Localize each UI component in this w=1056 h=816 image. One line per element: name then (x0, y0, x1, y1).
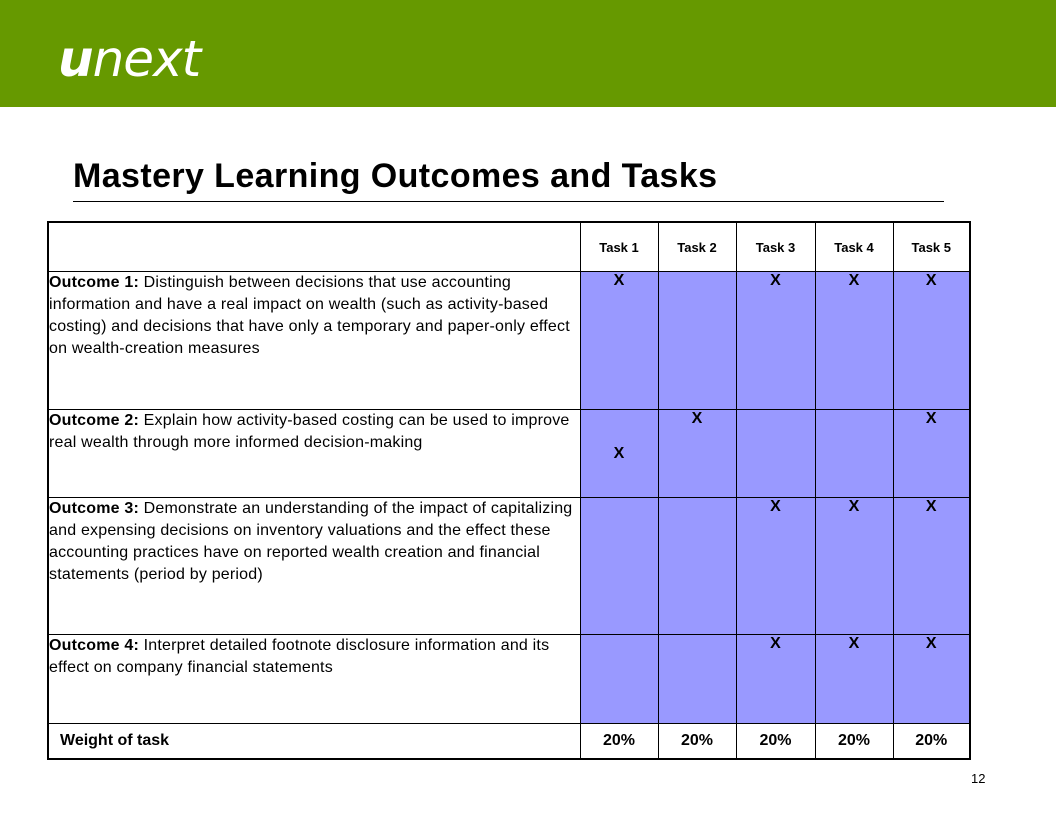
task-mark-cell: X (658, 410, 736, 498)
table-header-row (48, 222, 970, 272)
task-mark-cell (658, 634, 736, 723)
outcomes-table (47, 221, 971, 760)
column-header: Task 5 (893, 222, 970, 272)
title-underline (73, 201, 944, 202)
outcome-label: Outcome 4: (49, 636, 140, 654)
weight-value: 20% (736, 723, 815, 759)
task-mark-cell (580, 498, 658, 634)
task-mark-cell (658, 272, 736, 410)
table-row (48, 272, 970, 410)
task-mark-cell (658, 498, 736, 634)
task-mark-cell: X (580, 272, 658, 410)
column-header: Task 1 (580, 222, 658, 272)
outcome-description (48, 272, 580, 410)
task-mark-cell: X (736, 634, 815, 723)
outcome-description (48, 498, 580, 634)
page-number: 12 (971, 771, 986, 786)
table-row (48, 498, 970, 634)
logo-prefix: u (58, 30, 93, 88)
outcome-description (48, 634, 580, 723)
column-header: Task 3 (736, 222, 815, 272)
weight-value: 20% (580, 723, 658, 759)
outcome-label: Outcome 1: (49, 274, 140, 292)
task-mark-cell: X (893, 634, 970, 723)
weight-value: 20% (893, 723, 970, 759)
header-corner-cell (48, 222, 580, 272)
slide-title: Mastery Learning Outcomes and Tasks (73, 157, 718, 195)
outcome-description (48, 410, 580, 498)
weight-row (48, 723, 970, 759)
task-mark-cell: X (893, 410, 970, 498)
outcome-label: Outcome 2: (49, 412, 140, 430)
task-mark-cell (580, 634, 658, 723)
task-mark-cell: X (580, 410, 658, 498)
task-mark-cell: X (893, 498, 970, 634)
task-mark-cell (815, 410, 893, 498)
task-mark-cell: X (815, 272, 893, 410)
outcome-text: Demonstrate an understanding of the impact of capitalizing and expensing decisions on inventory valuations and the effect these accounting practices have on reported wealth creation and financial statements (period by period) (49, 500, 573, 584)
outcome-text: Explain how activity-based costing can be used to improve real wealth through more informed decision-making (49, 412, 570, 452)
table-row (48, 410, 970, 498)
task-mark-cell: X (893, 272, 970, 410)
task-mark-cell: X (815, 634, 893, 723)
table-row (48, 634, 970, 723)
task-mark-cell (736, 410, 815, 498)
column-header: Task 4 (815, 222, 893, 272)
task-mark-cell: X (736, 272, 815, 410)
task-mark-cell: X (815, 498, 893, 634)
outcome-text: Distinguish between decisions that use accounting information and have a real impact on wealth (such as activity-based costing) and decisions that have only a temporary and paper-only effect on wealth-creation measures (49, 274, 570, 358)
weight-value: 20% (658, 723, 736, 759)
weight-value: 20% (815, 723, 893, 759)
weight-label: Weight of task (48, 723, 580, 759)
task-mark-cell: X (736, 498, 815, 634)
unext-logo (58, 30, 201, 88)
header-banner (0, 0, 1056, 107)
column-header: Task 2 (658, 222, 736, 272)
outcome-label: Outcome 3: (49, 500, 140, 518)
logo-rest: next (92, 30, 201, 88)
outcome-text: Interpret detailed footnote disclosure information and its effect on company financial statements (49, 636, 550, 676)
